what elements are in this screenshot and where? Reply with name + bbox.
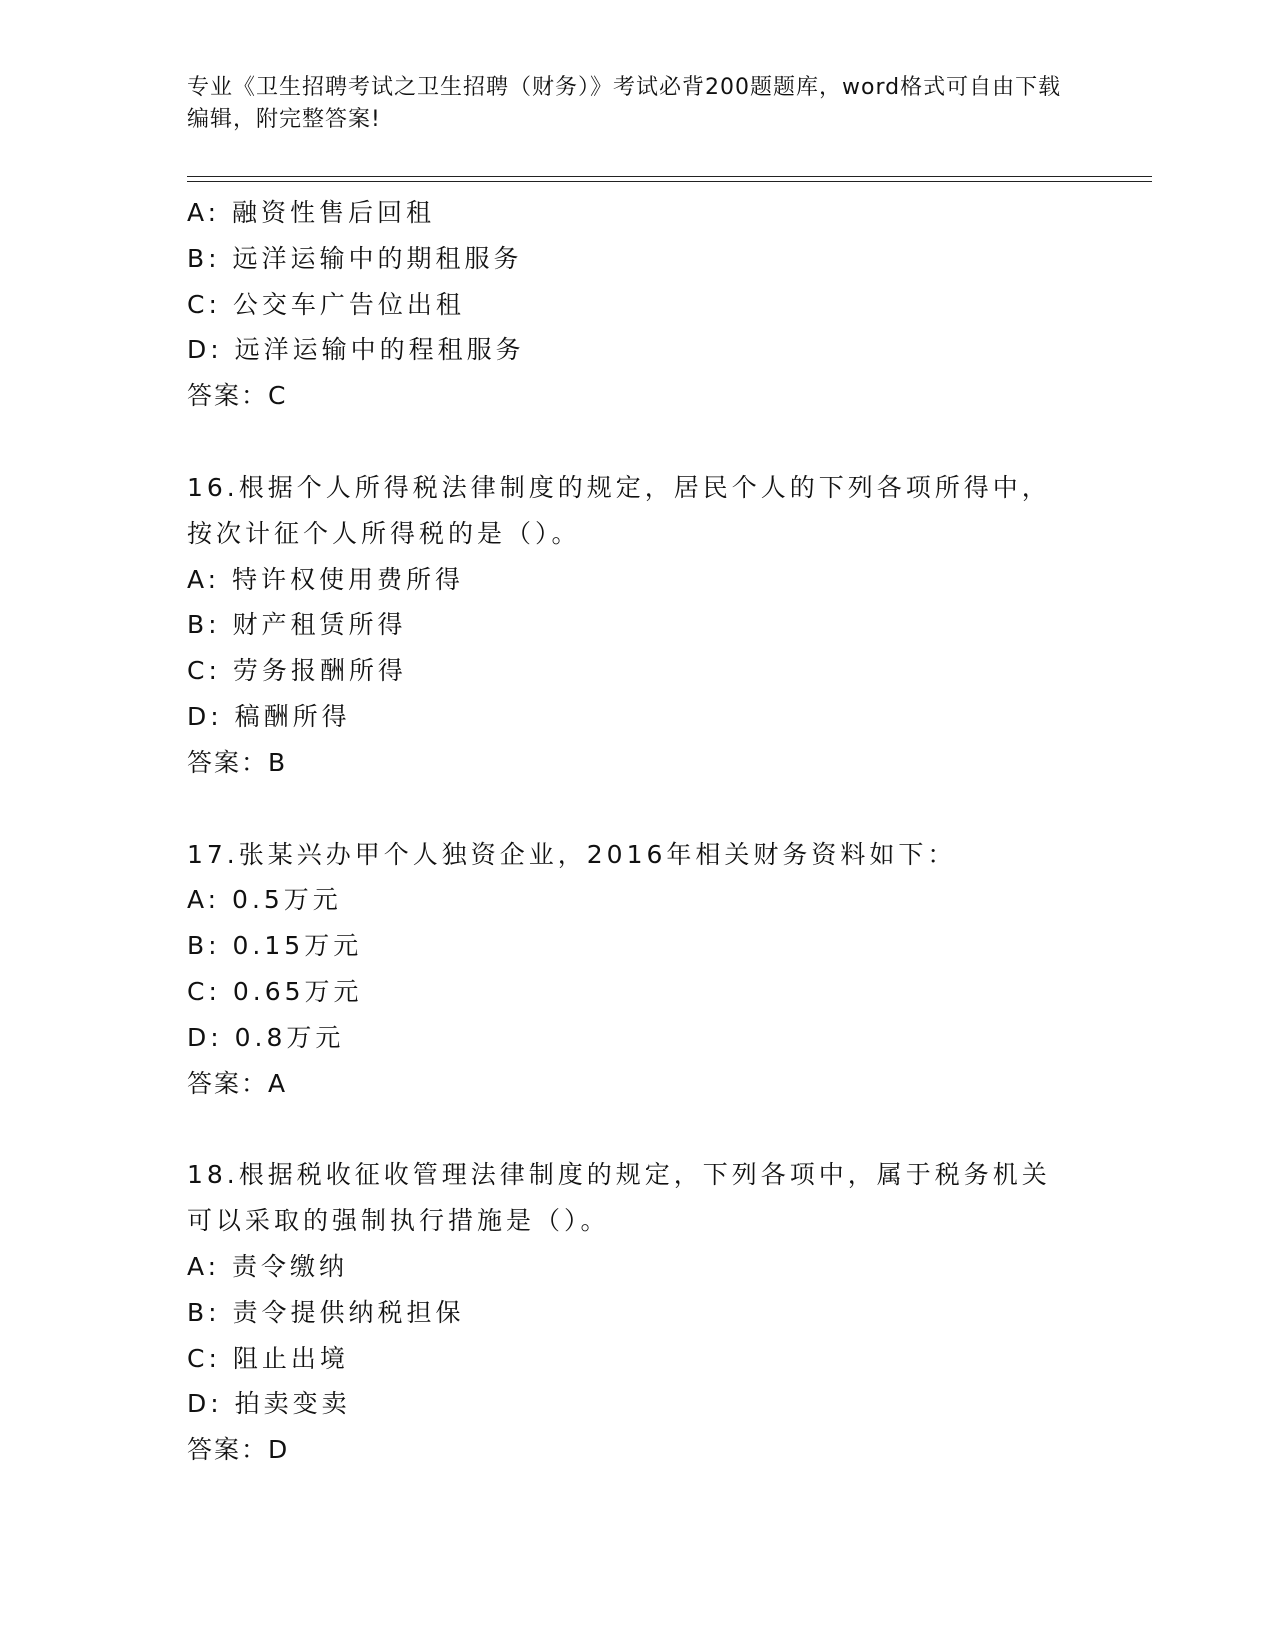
option-letter: C: — [187, 289, 221, 319]
option-b — [187, 602, 1077, 648]
option-text: 0.8万元 — [234, 1022, 345, 1052]
option-text: 财产租赁所得 — [232, 610, 407, 640]
option-b — [187, 236, 1077, 282]
option-c — [187, 969, 1077, 1015]
option-text: 责令提供纳税担保 — [232, 1297, 465, 1327]
answer-line: 答案：B — [187, 747, 288, 777]
option-d — [187, 1015, 1077, 1061]
option-d — [187, 327, 1077, 373]
document-intro: 专业《卫生招聘考试之卫生招聘（财务）》考试必背200题题库，word格式可自由下载编辑，附完整答案! — [187, 75, 1062, 132]
option-text: 0.5万元 — [232, 885, 342, 915]
option-letter: D: — [187, 1022, 223, 1052]
option-text: 特许权使用费所得 — [232, 564, 465, 594]
option-letter: A: — [187, 885, 221, 915]
option-letter: A: — [187, 198, 221, 227]
option-letter: C: — [187, 1343, 221, 1373]
option-text: 稿酬所得 — [234, 701, 351, 731]
question-block-partial — [187, 190, 1077, 419]
option-b — [187, 1290, 1077, 1336]
option-d — [187, 1381, 1077, 1427]
header-divider-bottom — [187, 181, 1152, 182]
option-letter: B: — [187, 931, 221, 961]
question-stem: 17.张某兴办甲个人独资企业，2016年相关财务资料如下： — [187, 839, 957, 869]
option-a — [187, 1244, 1077, 1290]
option-letter: B: — [187, 243, 221, 273]
option-letter: A: — [187, 1251, 221, 1281]
option-a — [187, 557, 1077, 603]
option-letter: C: — [187, 656, 221, 686]
option-a — [187, 190, 1077, 236]
option-text: 远洋运输中的期租服务 — [232, 243, 523, 273]
question-stem: 16.根据个人所得税法律制度的规定，居民个人的下列各项所得中，按次计征个人所得税的是（）。 — [187, 472, 1051, 548]
option-text: 0.65万元 — [232, 976, 363, 1006]
answer-line: 答案：C — [187, 381, 288, 411]
option-text: 拍卖变卖 — [234, 1389, 351, 1419]
option-letter: B: — [187, 610, 221, 640]
option-b — [187, 923, 1077, 969]
answer-line: 答案：D — [187, 1435, 290, 1465]
question-stem: 18.根据税收征收管理法律制度的规定，下列各项中，属于税务机关可以采取的强制执行措施是（）。 — [187, 1160, 1051, 1236]
option-c — [187, 648, 1077, 694]
question-list — [187, 190, 1077, 1473]
option-c — [187, 282, 1077, 328]
option-letter: D: — [187, 1389, 223, 1419]
option-letter: D: — [187, 335, 223, 365]
option-letter: B: — [187, 1297, 221, 1327]
question-block-16 — [187, 465, 1077, 786]
option-text: 责令缴纳 — [232, 1251, 349, 1281]
option-text: 劳务报酬所得 — [232, 656, 407, 686]
option-text: 阻止出境 — [232, 1343, 349, 1373]
option-text: 融资性售后回租 — [232, 198, 436, 227]
option-letter: D: — [187, 701, 223, 731]
option-c — [187, 1336, 1077, 1382]
option-a — [187, 877, 1077, 923]
header-divider-top — [187, 176, 1152, 177]
option-text: 远洋运输中的程租服务 — [234, 335, 525, 365]
answer-line: 答案：A — [187, 1068, 288, 1098]
option-letter: A: — [187, 564, 221, 594]
option-d — [187, 694, 1077, 740]
question-block-18 — [187, 1152, 1077, 1473]
option-letter: C: — [187, 976, 221, 1006]
option-text: 公交车广告位出租 — [232, 289, 465, 319]
question-block-17 — [187, 832, 1077, 1107]
option-text: 0.15万元 — [232, 931, 363, 961]
